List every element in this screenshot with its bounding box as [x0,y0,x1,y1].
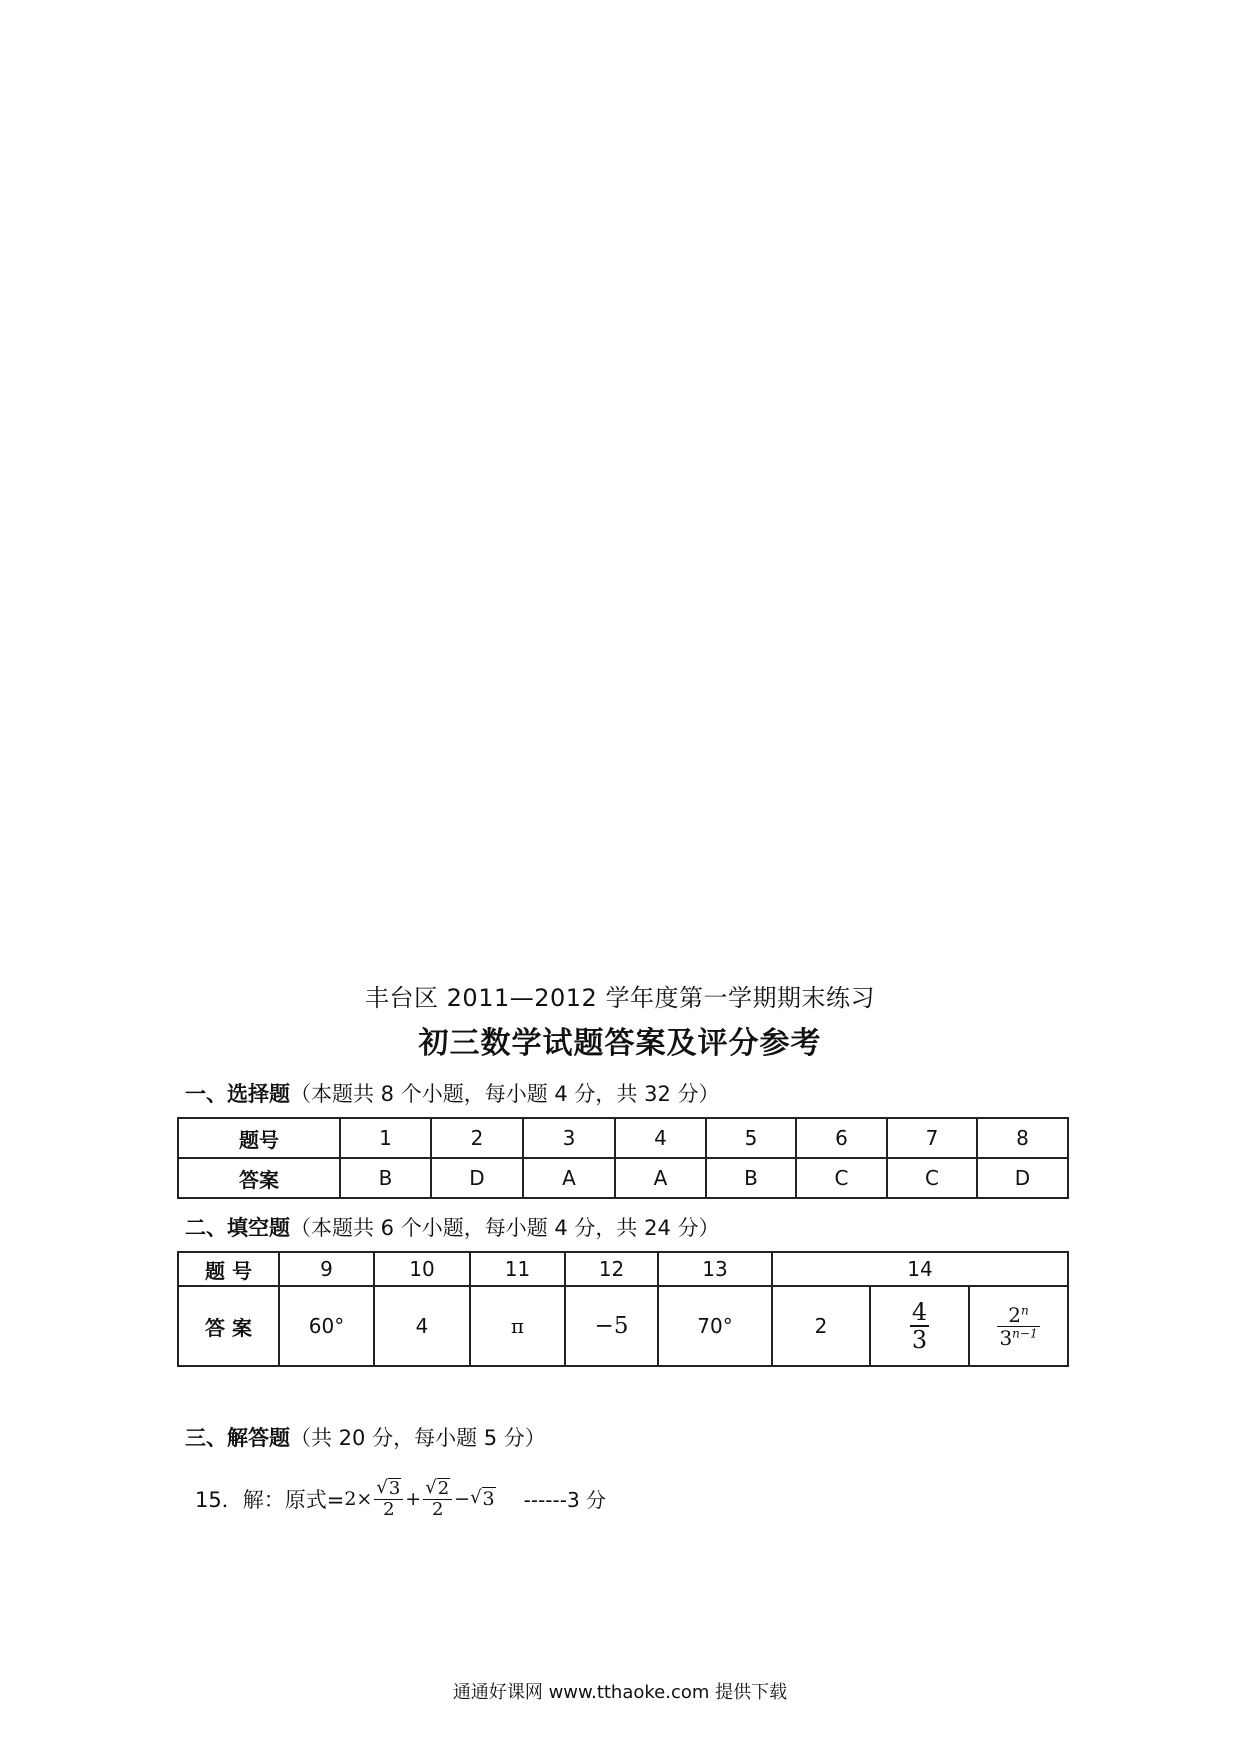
denominator-base: 3 [999,1325,1013,1350]
question-number: 9 [279,1252,374,1286]
section-3-label: 三、解答题 [185,1426,290,1450]
question-number: 2 [431,1118,523,1158]
question-number: 14 [772,1252,1068,1286]
fraction-denominator: 3 [911,1326,928,1354]
table-row [178,1286,1068,1366]
question-number: 6 [796,1118,887,1158]
answer-cell: D [431,1158,523,1198]
answer-cell: C [796,1158,887,1198]
section-3-heading [185,1422,546,1452]
answer-cell: A [523,1158,615,1198]
radicand: 3 [482,1488,495,1511]
answer-cell: 60° [279,1286,374,1366]
fill-answer-table [177,1251,1069,1367]
sqrt-symbol: √ 3 [376,1477,401,1499]
denominator-exponent: n−1 [1012,1325,1038,1340]
fraction-denominator: 2 [383,1498,395,1520]
answer-cell: 4 [374,1286,470,1366]
row-label-number: 题 号 [178,1252,279,1286]
numerator-base: 2 [1008,1302,1022,1327]
section-1-note: （本题共 8 个小题，每小题 4 分，共 32 分） [290,1082,720,1106]
answer-cell [870,1286,969,1366]
section-3-note: （共 20 分，每小题 5 分） [290,1426,546,1450]
answer-cell [969,1286,1068,1366]
exam-subtitle: 丰台区 2011—2012 学年度第一学期期末练习 [365,984,875,1012]
plus-sign: + [405,1487,422,1510]
answer-cell: D [977,1158,1068,1198]
minus-sign: − [454,1487,471,1510]
numerator-exponent: n [1021,1302,1029,1317]
fraction-numerator [1006,1304,1030,1326]
fraction-numerator: 4 [911,1297,928,1326]
answer-cell: B [340,1158,431,1198]
question-number: 7 [887,1118,977,1158]
section-2-note: （本题共 6 个小题，每小题 4 分，共 24 分） [290,1216,720,1240]
answer-cell: A [615,1158,706,1198]
section-1-label: 一、选择题 [185,1082,290,1106]
page-title: 初三数学试题答案及评分参考 [418,1026,822,1061]
question-number: 1 [340,1118,431,1158]
radicand: 2 [437,1478,450,1499]
choice-answer-table [177,1117,1069,1199]
question-number: 3 [523,1118,615,1158]
sqrt-symbol: √ 2 [425,1477,450,1499]
fraction-numerator [374,1478,403,1499]
fraction-numerator [423,1478,452,1499]
section-2-label: 二、填空题 [185,1216,290,1240]
fraction-four-thirds [910,1299,929,1354]
answer-cell: 2 [772,1286,870,1366]
table-row [178,1252,1068,1286]
question-number: 10 [374,1252,470,1286]
section-2-heading [185,1212,720,1242]
table-row [178,1118,1068,1158]
fraction-denominator: 2 [431,1498,444,1520]
answer-cell: 70° [658,1286,772,1366]
radicand: 3 [388,1478,401,1499]
answer-cell: π [470,1286,565,1366]
fraction-power [997,1304,1039,1349]
fraction-sqrt2-over-2 [423,1478,452,1520]
score-note: ------3 分 [523,1488,607,1513]
row-label-answer: 答 案 [178,1286,279,1366]
formula-coefficient: 2× [344,1487,373,1510]
question-number: 4 [615,1118,706,1158]
question-number: 11 [470,1252,565,1286]
question-15-label: 15．解：原式= [195,1487,345,1512]
question-number: 12 [565,1252,658,1286]
row-label-number: 题号 [178,1118,340,1158]
question-15-solution [195,1478,606,1520]
formula [344,1478,495,1520]
fraction-denominator [997,1327,1039,1349]
question-number: 13 [658,1252,772,1286]
section-1-heading [185,1078,720,1108]
question-number: 5 [706,1118,796,1158]
row-label-answer: 答案 [178,1158,340,1198]
sqrt-symbol: √ 3 [470,1487,495,1511]
table-row [178,1158,1068,1198]
answer-cell: B [706,1158,796,1198]
question-number: 8 [977,1118,1068,1158]
fraction-sqrt3-over-2 [374,1478,403,1520]
answer-cell: −5 [565,1286,658,1366]
footer-credit: 通通好课网 www.tthaoke.com 提供下载 [452,1682,788,1703]
answer-cell: C [887,1158,977,1198]
